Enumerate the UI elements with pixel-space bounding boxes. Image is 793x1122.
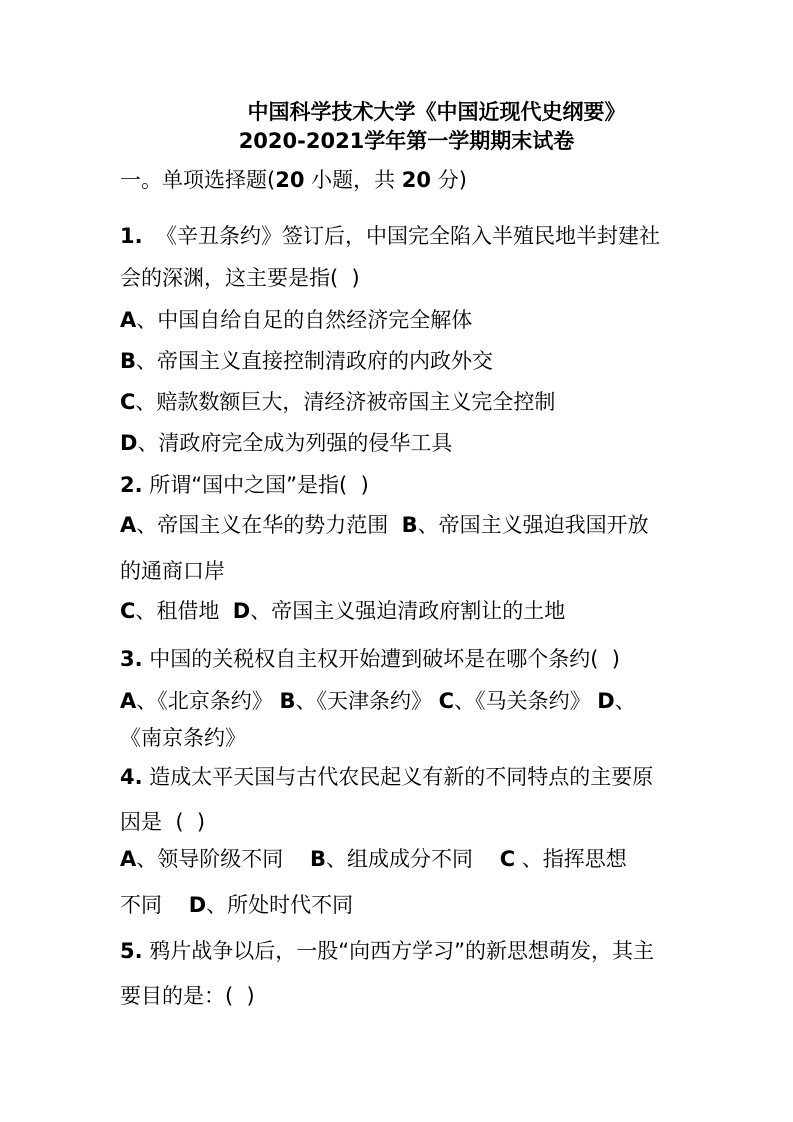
- item-label: 1.: [120, 224, 143, 248]
- text-line: [120, 512, 649, 538]
- text-segment: 要目的是：( ): [120, 984, 255, 1008]
- text-segment: 《辛丑条约》签订后，中国完全陷入半殖民地半封建社: [142, 224, 660, 248]
- text-segment: 因是 ( ): [120, 810, 206, 834]
- item-label: B: [279, 689, 296, 713]
- text-segment: 、指挥思想: [515, 847, 627, 871]
- item-label: B: [401, 513, 418, 537]
- item-label: C: [499, 847, 516, 871]
- text-line: [120, 646, 620, 672]
- text-line: [120, 598, 565, 624]
- text-line: [120, 348, 493, 374]
- text-segment: 、《马关条约》: [454, 689, 598, 713]
- text-segment: 、清政府完全成为列强的侵华工具: [137, 431, 453, 455]
- item-label: B: [309, 847, 326, 871]
- text-segment: 小题，共: [304, 168, 402, 192]
- document-subtitle: 2020-2021学年第一学期期末试卷: [238, 129, 575, 153]
- text-line: [120, 472, 369, 498]
- text-segment: 分): [431, 168, 467, 192]
- document-title: 中国科学技术大学《中国近现代史纲要》: [247, 100, 626, 124]
- item-label: 3.: [120, 647, 143, 671]
- item-label: A: [120, 689, 137, 713]
- item-label: A: [120, 308, 137, 332]
- text-segment: 、帝国主义直接控制清政府的内政外交: [136, 349, 494, 373]
- item-label: A: [120, 513, 137, 537]
- item-label: C: [120, 390, 136, 414]
- text-segment: 中国的关税权自主权开始遭到破坏是在哪个条约( ): [142, 647, 621, 671]
- item-label: D: [120, 431, 138, 455]
- text-segment: 、: [614, 689, 636, 713]
- text-segment: 、《北京条约》: [136, 689, 280, 713]
- text-segment: 《南京条约》: [120, 726, 246, 750]
- text-line: [120, 265, 360, 291]
- item-label: D: [232, 599, 251, 623]
- text-segment: 不同: [120, 893, 189, 917]
- text-segment: 所谓“国中之国”是指( ): [142, 473, 369, 497]
- text-line: [120, 389, 555, 415]
- text-line: [120, 725, 246, 751]
- item-label: B: [120, 349, 137, 373]
- item-label: A: [120, 847, 137, 871]
- item-label: 4.: [120, 765, 143, 789]
- text-line: [120, 809, 205, 835]
- item-label: D: [188, 893, 207, 917]
- item-label: C: [120, 599, 136, 623]
- text-line: [120, 764, 653, 790]
- text-segment: 、中国自给自足的自然经济完全解体: [136, 308, 473, 332]
- text-segment: 的通商口岸: [120, 559, 225, 583]
- item-label: 20: [401, 168, 432, 192]
- item-label: D: [597, 689, 615, 713]
- text-line: [120, 558, 225, 584]
- text-segment: 、帝国主义强迫清政府割让的土地: [250, 599, 566, 623]
- text-line: [120, 892, 353, 918]
- text-line: [120, 846, 627, 872]
- text-line: [120, 983, 255, 1009]
- text-line: [120, 688, 636, 714]
- item-label: 5.: [120, 939, 143, 963]
- text-segment: 、帝国主义强迫我国开放: [417, 513, 649, 537]
- text-segment: 、帝国主义在华的势力范围: [136, 513, 402, 537]
- text-line: [120, 938, 654, 964]
- text-line: [120, 430, 452, 456]
- text-segment: 、《天津条约》: [295, 689, 439, 713]
- text-line: [120, 307, 472, 333]
- text-line: [120, 223, 660, 249]
- text-segment: 、租借地: [135, 599, 233, 623]
- item-label: C: [438, 689, 455, 713]
- text-segment: 、所处时代不同: [206, 893, 354, 917]
- text-segment: 鸦片战争以后，一股“向西方学习”的新思想萌发，其主: [142, 939, 655, 963]
- text-segment: 、组成成分不同: [325, 847, 500, 871]
- text-segment: 、领导阶级不同: [136, 847, 310, 871]
- text-segment: 一。单项选择题(: [120, 168, 276, 192]
- text-segment: 、赔款数额巨大，清经济被帝国主义完全控制: [135, 390, 556, 414]
- item-label: 20: [275, 168, 305, 192]
- section-heading: [120, 167, 467, 193]
- text-segment: 造成太平天国与古代农民起义有新的不同特点的主要原: [142, 765, 654, 789]
- item-label: 2.: [120, 473, 143, 497]
- text-segment: 会的深渊，这主要是指( ): [120, 266, 360, 290]
